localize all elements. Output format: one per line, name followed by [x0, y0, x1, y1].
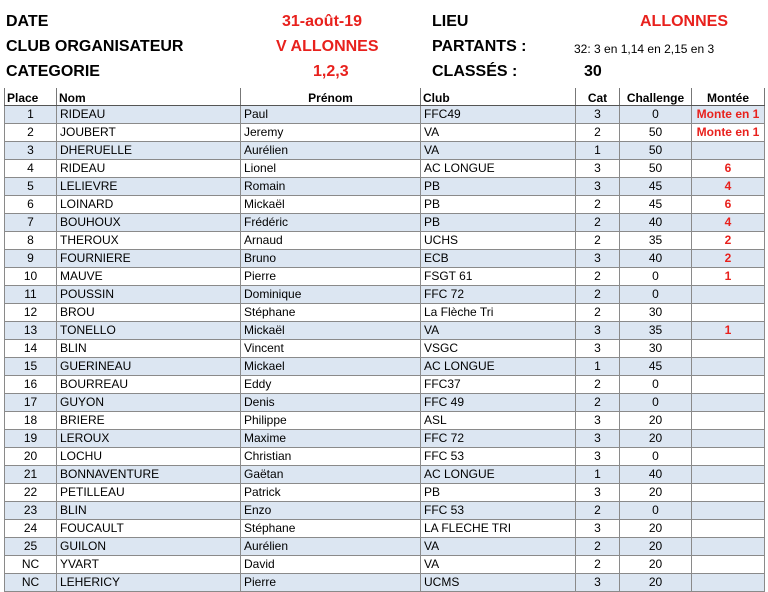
- cell-club: AC LONGUE: [421, 160, 576, 178]
- cell-prenom: Paul: [241, 106, 421, 124]
- partants-value: 32: 3 en 1,14 en 2,15 en 3: [574, 42, 715, 56]
- table-row: [5, 286, 765, 304]
- cell-place: 12: [5, 304, 57, 322]
- cell-nom: FOUCAULT: [57, 520, 241, 538]
- cell-club: FFC 53: [421, 502, 576, 520]
- cell-place: 8: [5, 232, 57, 250]
- cell-place: NC: [5, 574, 57, 592]
- cell-nom: BROU: [57, 304, 241, 322]
- cell-cat: 3: [576, 250, 620, 268]
- cell-nom: BONNAVENTURE: [57, 466, 241, 484]
- cell-place: 24: [5, 520, 57, 538]
- cell-prenom: Eddy: [241, 376, 421, 394]
- cell-club: FFC49: [421, 106, 576, 124]
- cell-club: VA: [421, 538, 576, 556]
- cell-nom: FOURNIERE: [57, 250, 241, 268]
- cell-challenge: 0: [620, 502, 692, 520]
- cell-place: 19: [5, 430, 57, 448]
- date-value: 31-août-19: [282, 13, 363, 30]
- cell-cat: 2: [576, 556, 620, 574]
- cell-prenom: Aurélien: [241, 142, 421, 160]
- cell-place: 7: [5, 214, 57, 232]
- table-row: [5, 124, 765, 142]
- cell-montee: [692, 574, 765, 592]
- cell-montee: [692, 484, 765, 502]
- cell-montee: 2: [692, 250, 765, 268]
- cell-montee: 4: [692, 214, 765, 232]
- cell-prenom: Romain: [241, 178, 421, 196]
- cell-montee: [692, 376, 765, 394]
- cell-challenge: 45: [620, 196, 692, 214]
- cell-challenge: 35: [620, 232, 692, 250]
- cell-cat: 2: [576, 376, 620, 394]
- cell-challenge: 40: [620, 466, 692, 484]
- table-row: [5, 268, 765, 286]
- cell-challenge: 45: [620, 358, 692, 376]
- cell-nom: MAUVE: [57, 268, 241, 286]
- cell-challenge: 0: [620, 106, 692, 124]
- cell-club: LA FLECHE TRI: [421, 520, 576, 538]
- cell-place: 23: [5, 502, 57, 520]
- cell-montee: [692, 538, 765, 556]
- cell-cat: 2: [576, 394, 620, 412]
- cell-place: 14: [5, 340, 57, 358]
- table-row: [5, 106, 765, 124]
- cell-place: NC: [5, 556, 57, 574]
- cell-place: 15: [5, 358, 57, 376]
- cell-cat: 2: [576, 502, 620, 520]
- cell-challenge: 50: [620, 124, 692, 142]
- cell-montee: [692, 430, 765, 448]
- cell-club: PB: [421, 214, 576, 232]
- cell-nom: LELIEVRE: [57, 178, 241, 196]
- cell-cat: 1: [576, 142, 620, 160]
- table-row: [5, 376, 765, 394]
- cell-nom: POUSSIN: [57, 286, 241, 304]
- cell-club: FFC 72: [421, 286, 576, 304]
- table-header-row: [5, 88, 765, 106]
- cell-place: 10: [5, 268, 57, 286]
- cell-place: 17: [5, 394, 57, 412]
- cell-prenom: Lionel: [241, 160, 421, 178]
- cell-prenom: Stéphane: [241, 520, 421, 538]
- table-row: [5, 430, 765, 448]
- cell-prenom: Mickael: [241, 358, 421, 376]
- cell-club: UCMS: [421, 574, 576, 592]
- lieu-value: ALLONNES: [640, 13, 728, 30]
- cell-nom: TONELLO: [57, 322, 241, 340]
- cell-nom: DHERUELLE: [57, 142, 241, 160]
- cell-nom: BLIN: [57, 502, 241, 520]
- cell-challenge: 50: [620, 160, 692, 178]
- cell-montee: [692, 448, 765, 466]
- cell-prenom: Mickaël: [241, 196, 421, 214]
- cell-club: VA: [421, 322, 576, 340]
- cell-montee: [692, 556, 765, 574]
- table-row: [5, 502, 765, 520]
- club-organisateur-label: CLUB ORGANISATEUR: [6, 38, 184, 55]
- cell-place: 6: [5, 196, 57, 214]
- cell-club: AC LONGUE: [421, 358, 576, 376]
- classes-value: 30: [584, 63, 602, 80]
- cell-cat: 3: [576, 520, 620, 538]
- cell-montee: [692, 340, 765, 358]
- cell-prenom: Frédéric: [241, 214, 421, 232]
- table-row: [5, 538, 765, 556]
- table-row: [5, 322, 765, 340]
- cell-club: FFC 72: [421, 430, 576, 448]
- column-header-club: Club: [421, 88, 576, 106]
- cell-club: PB: [421, 196, 576, 214]
- cell-nom: BOURREAU: [57, 376, 241, 394]
- column-header-prenom: Prénom: [241, 88, 421, 106]
- cell-place: 3: [5, 142, 57, 160]
- cell-prenom: Gaëtan: [241, 466, 421, 484]
- cell-nom: LEHERICY: [57, 574, 241, 592]
- cell-nom: LEROUX: [57, 430, 241, 448]
- cell-challenge: 0: [620, 286, 692, 304]
- column-header-montee: Montée: [692, 88, 765, 106]
- categorie-value: 1,2,3: [313, 63, 349, 80]
- cell-challenge: 50: [620, 142, 692, 160]
- cell-challenge: 0: [620, 394, 692, 412]
- cell-montee: [692, 466, 765, 484]
- table-row: [5, 358, 765, 376]
- cell-challenge: 40: [620, 250, 692, 268]
- column-header-nom: Nom: [57, 88, 241, 106]
- cell-montee: [692, 394, 765, 412]
- cell-cat: 2: [576, 214, 620, 232]
- categorie-label: CATEGORIE: [6, 63, 100, 80]
- cell-club: AC LONGUE: [421, 466, 576, 484]
- cell-club: VA: [421, 124, 576, 142]
- cell-cat: 3: [576, 160, 620, 178]
- cell-nom: BRIERE: [57, 412, 241, 430]
- cell-club: PB: [421, 484, 576, 502]
- cell-prenom: Enzo: [241, 502, 421, 520]
- cell-nom: GUILON: [57, 538, 241, 556]
- table-row: [5, 232, 765, 250]
- cell-challenge: 20: [620, 430, 692, 448]
- cell-nom: RIDEAU: [57, 160, 241, 178]
- partants-label: PARTANTS :: [432, 38, 527, 55]
- cell-place: 18: [5, 412, 57, 430]
- table-row: [5, 250, 765, 268]
- cell-place: 16: [5, 376, 57, 394]
- cell-challenge: 20: [620, 556, 692, 574]
- cell-prenom: David: [241, 556, 421, 574]
- cell-club: VA: [421, 142, 576, 160]
- cell-prenom: Pierre: [241, 268, 421, 286]
- cell-place: 4: [5, 160, 57, 178]
- column-header-cat: Cat: [576, 88, 620, 106]
- cell-montee: [692, 520, 765, 538]
- cell-challenge: 40: [620, 214, 692, 232]
- table-row: [5, 556, 765, 574]
- cell-club: FFC37: [421, 376, 576, 394]
- cell-prenom: Vincent: [241, 340, 421, 358]
- cell-challenge: 30: [620, 340, 692, 358]
- cell-cat: 2: [576, 304, 620, 322]
- cell-cat: 2: [576, 538, 620, 556]
- cell-montee: 6: [692, 196, 765, 214]
- lieu-label: LIEU: [432, 13, 469, 30]
- cell-cat: 1: [576, 358, 620, 376]
- cell-prenom: Denis: [241, 394, 421, 412]
- cell-nom: PETILLEAU: [57, 484, 241, 502]
- cell-club: FFC 49: [421, 394, 576, 412]
- results-table: [4, 88, 765, 592]
- cell-club: ECB: [421, 250, 576, 268]
- cell-prenom: Christian: [241, 448, 421, 466]
- cell-prenom: Aurélien: [241, 538, 421, 556]
- cell-club: VSGC: [421, 340, 576, 358]
- cell-challenge: 20: [620, 538, 692, 556]
- cell-montee: [692, 142, 765, 160]
- cell-challenge: 30: [620, 304, 692, 322]
- table-row: [5, 412, 765, 430]
- cell-place: 2: [5, 124, 57, 142]
- cell-prenom: Dominique: [241, 286, 421, 304]
- cell-challenge: 20: [620, 520, 692, 538]
- cell-montee: [692, 304, 765, 322]
- table-row: [5, 448, 765, 466]
- cell-prenom: Patrick: [241, 484, 421, 502]
- cell-cat: 3: [576, 322, 620, 340]
- date-label: DATE: [6, 13, 49, 30]
- cell-cat: 3: [576, 430, 620, 448]
- cell-nom: GUYON: [57, 394, 241, 412]
- cell-place: 5: [5, 178, 57, 196]
- cell-montee: [692, 358, 765, 376]
- classes-label: CLASSÉS :: [432, 63, 518, 80]
- table-row: [5, 196, 765, 214]
- table-row: [5, 160, 765, 178]
- cell-nom: LOINARD: [57, 196, 241, 214]
- cell-cat: 3: [576, 178, 620, 196]
- cell-cat: 2: [576, 232, 620, 250]
- cell-montee: 1: [692, 322, 765, 340]
- cell-nom: YVART: [57, 556, 241, 574]
- cell-cat: 3: [576, 412, 620, 430]
- cell-place: 11: [5, 286, 57, 304]
- cell-prenom: Arnaud: [241, 232, 421, 250]
- cell-montee: [692, 286, 765, 304]
- cell-club: PB: [421, 178, 576, 196]
- cell-nom: JOUBERT: [57, 124, 241, 142]
- table-row: [5, 304, 765, 322]
- cell-cat: 3: [576, 340, 620, 358]
- cell-prenom: Jeremy: [241, 124, 421, 142]
- cell-montee: [692, 502, 765, 520]
- cell-challenge: 20: [620, 484, 692, 502]
- cell-nom: RIDEAU: [57, 106, 241, 124]
- cell-cat: 2: [576, 286, 620, 304]
- cell-challenge: 35: [620, 322, 692, 340]
- club-organisateur-value: V ALLONNES: [276, 38, 379, 55]
- cell-challenge: 45: [620, 178, 692, 196]
- cell-montee: Monte en 1: [692, 106, 765, 124]
- cell-prenom: Mickaël: [241, 322, 421, 340]
- cell-nom: BLIN: [57, 340, 241, 358]
- cell-cat: 3: [576, 448, 620, 466]
- column-header-place: Place: [5, 88, 57, 106]
- cell-place: 1: [5, 106, 57, 124]
- cell-nom: BOUHOUX: [57, 214, 241, 232]
- cell-club: FFC 53: [421, 448, 576, 466]
- cell-nom: THEROUX: [57, 232, 241, 250]
- cell-challenge: 20: [620, 574, 692, 592]
- table-row: [5, 394, 765, 412]
- cell-prenom: Stéphane: [241, 304, 421, 322]
- table-row: [5, 142, 765, 160]
- cell-cat: 3: [576, 484, 620, 502]
- cell-challenge: 0: [620, 448, 692, 466]
- cell-place: 25: [5, 538, 57, 556]
- cell-club: ASL: [421, 412, 576, 430]
- cell-place: 21: [5, 466, 57, 484]
- cell-montee: Monte en 1: [692, 124, 765, 142]
- cell-prenom: Bruno: [241, 250, 421, 268]
- cell-cat: 3: [576, 574, 620, 592]
- table-row: [5, 340, 765, 358]
- cell-prenom: Philippe: [241, 412, 421, 430]
- cell-challenge: 0: [620, 268, 692, 286]
- cell-challenge: 0: [620, 376, 692, 394]
- cell-montee: 6: [692, 160, 765, 178]
- cell-club: UCHS: [421, 232, 576, 250]
- cell-place: 22: [5, 484, 57, 502]
- cell-club: VA: [421, 556, 576, 574]
- cell-montee: 1: [692, 268, 765, 286]
- cell-cat: 2: [576, 268, 620, 286]
- table-row: [5, 574, 765, 592]
- cell-montee: [692, 412, 765, 430]
- cell-challenge: 20: [620, 412, 692, 430]
- cell-cat: 3: [576, 106, 620, 124]
- cell-place: 13: [5, 322, 57, 340]
- table-row: [5, 520, 765, 538]
- table-row: [5, 178, 765, 196]
- cell-place: 20: [5, 448, 57, 466]
- cell-club: La Flèche Tri: [421, 304, 576, 322]
- cell-cat: 2: [576, 196, 620, 214]
- cell-montee: 2: [692, 232, 765, 250]
- cell-place: 9: [5, 250, 57, 268]
- table-row: [5, 484, 765, 502]
- cell-nom: LOCHU: [57, 448, 241, 466]
- cell-club: FSGT 61: [421, 268, 576, 286]
- table-row: [5, 214, 765, 232]
- column-header-challenge: Challenge: [620, 88, 692, 106]
- cell-cat: 2: [576, 124, 620, 142]
- cell-cat: 1: [576, 466, 620, 484]
- cell-nom: GUERINEAU: [57, 358, 241, 376]
- cell-montee: 4: [692, 178, 765, 196]
- cell-prenom: Pierre: [241, 574, 421, 592]
- table-row: [5, 466, 765, 484]
- cell-prenom: Maxime: [241, 430, 421, 448]
